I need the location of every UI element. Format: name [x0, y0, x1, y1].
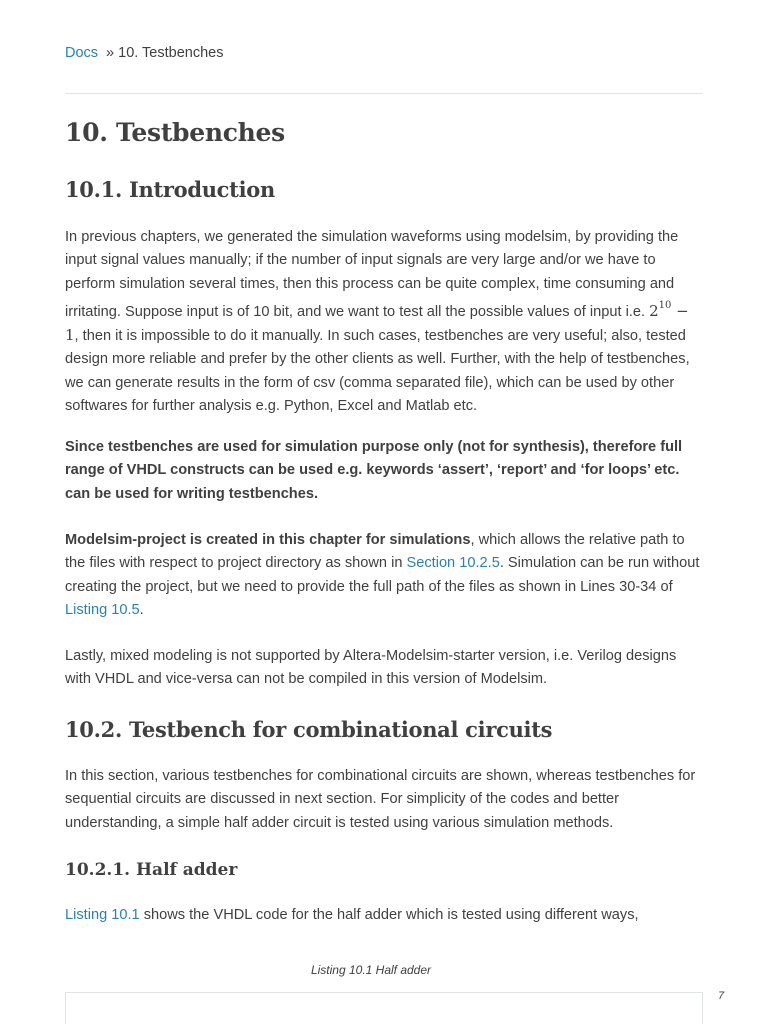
breadcrumb-current: 10. Testbenches [118, 45, 224, 61]
intro-p3-text-a: , which allows the relative path to the files with respect to project directory as shown in [65, 532, 685, 572]
intro-p3-text-b: . Simulation can be run without creating the project, but we need to provide the full path of the files as shown in Lines 30-34 of [65, 555, 700, 595]
intro-paragraph-4: Lastly, mixed modeling is not supported by Altera-Modelsim-starter version, i.e. Verilog designs with VHDL and vice-versa can not be compiled in this version of Modelsim. [65, 648, 677, 688]
math-base: 2 [649, 301, 659, 320]
breadcrumb-docs-link[interactable]: Docs [65, 45, 99, 61]
intro-text-part-1: In previous chapters, we generated the simulation waveforms using modelsim, by providing the input signal values manually; if the number of input signals are very large and/or we have to perform simulation several times, then this process can be quite complex, time consuming and irritating. Suppose input is of 10 bit, and we want to test all the possible values of input i.e. [65, 229, 679, 320]
page-title: 10. Testbenches [65, 118, 285, 147]
combinational-paragraph: In this section, various testbenches for combinational circuits are shown, whereas testbenches for sequential circuits are discussed in next section. For simplicity of the codes and better understanding, a simple half adder circuit is tested using various simulation methods. [65, 768, 696, 831]
intro-paragraph-3 [65, 529, 705, 622]
half-adder-paragraph [65, 904, 705, 927]
listing-10-1-link[interactable]: Listing 10.1 [65, 907, 140, 923]
intro-p3-text-c: . [139, 601, 144, 618]
section-10-2-5-link[interactable]: Section 10.2.5 [406, 555, 500, 572]
modelsim-project-bold: Modelsim-project is created in this chapter for simulations [65, 532, 471, 548]
section-heading-half-adder: 10.2.1. Half adder [65, 860, 238, 880]
intro-text-part-2: , then it is impossible to do it manually. In such cases, testbenches are very useful; also, tested design more reliable and prefer by the other clients as well. Further, with the help of testbenches, we can generate results in the form of csv (comma separated file), which can be used by other softwares for further analysis e.g. Python, Excel and Matlab etc. [65, 328, 690, 415]
header-divider [65, 93, 703, 94]
breadcrumb-separator: » [106, 45, 115, 61]
code-block [65, 992, 703, 1024]
listing-caption: Listing 10.1 Half adder [310, 963, 432, 977]
section-heading-combinational: 10.2. Testbench for combinational circuits [65, 717, 553, 742]
page-number: 7 [718, 990, 725, 1002]
intro-paragraph-2-bold: Since testbenches are used for simulation purpose only (not for synthesis), therefore full range of VHDL constructs can be used e.g. keywords ‘assert’, ‘report’ and ‘for loops’ etc. can be used for writing testbenches. [65, 439, 683, 502]
listing-10-5-link[interactable]: Listing 10.5 [65, 601, 140, 618]
half-adder-text: shows the VHDL code for the half adder which is tested using different ways, [139, 907, 639, 923]
intro-paragraph-1 [65, 226, 705, 418]
section-heading-introduction: 10.1. Introduction [65, 177, 275, 202]
math-rest: − 1 [65, 301, 689, 345]
math-exponent: 10 [658, 299, 672, 311]
breadcrumb [65, 45, 223, 61]
